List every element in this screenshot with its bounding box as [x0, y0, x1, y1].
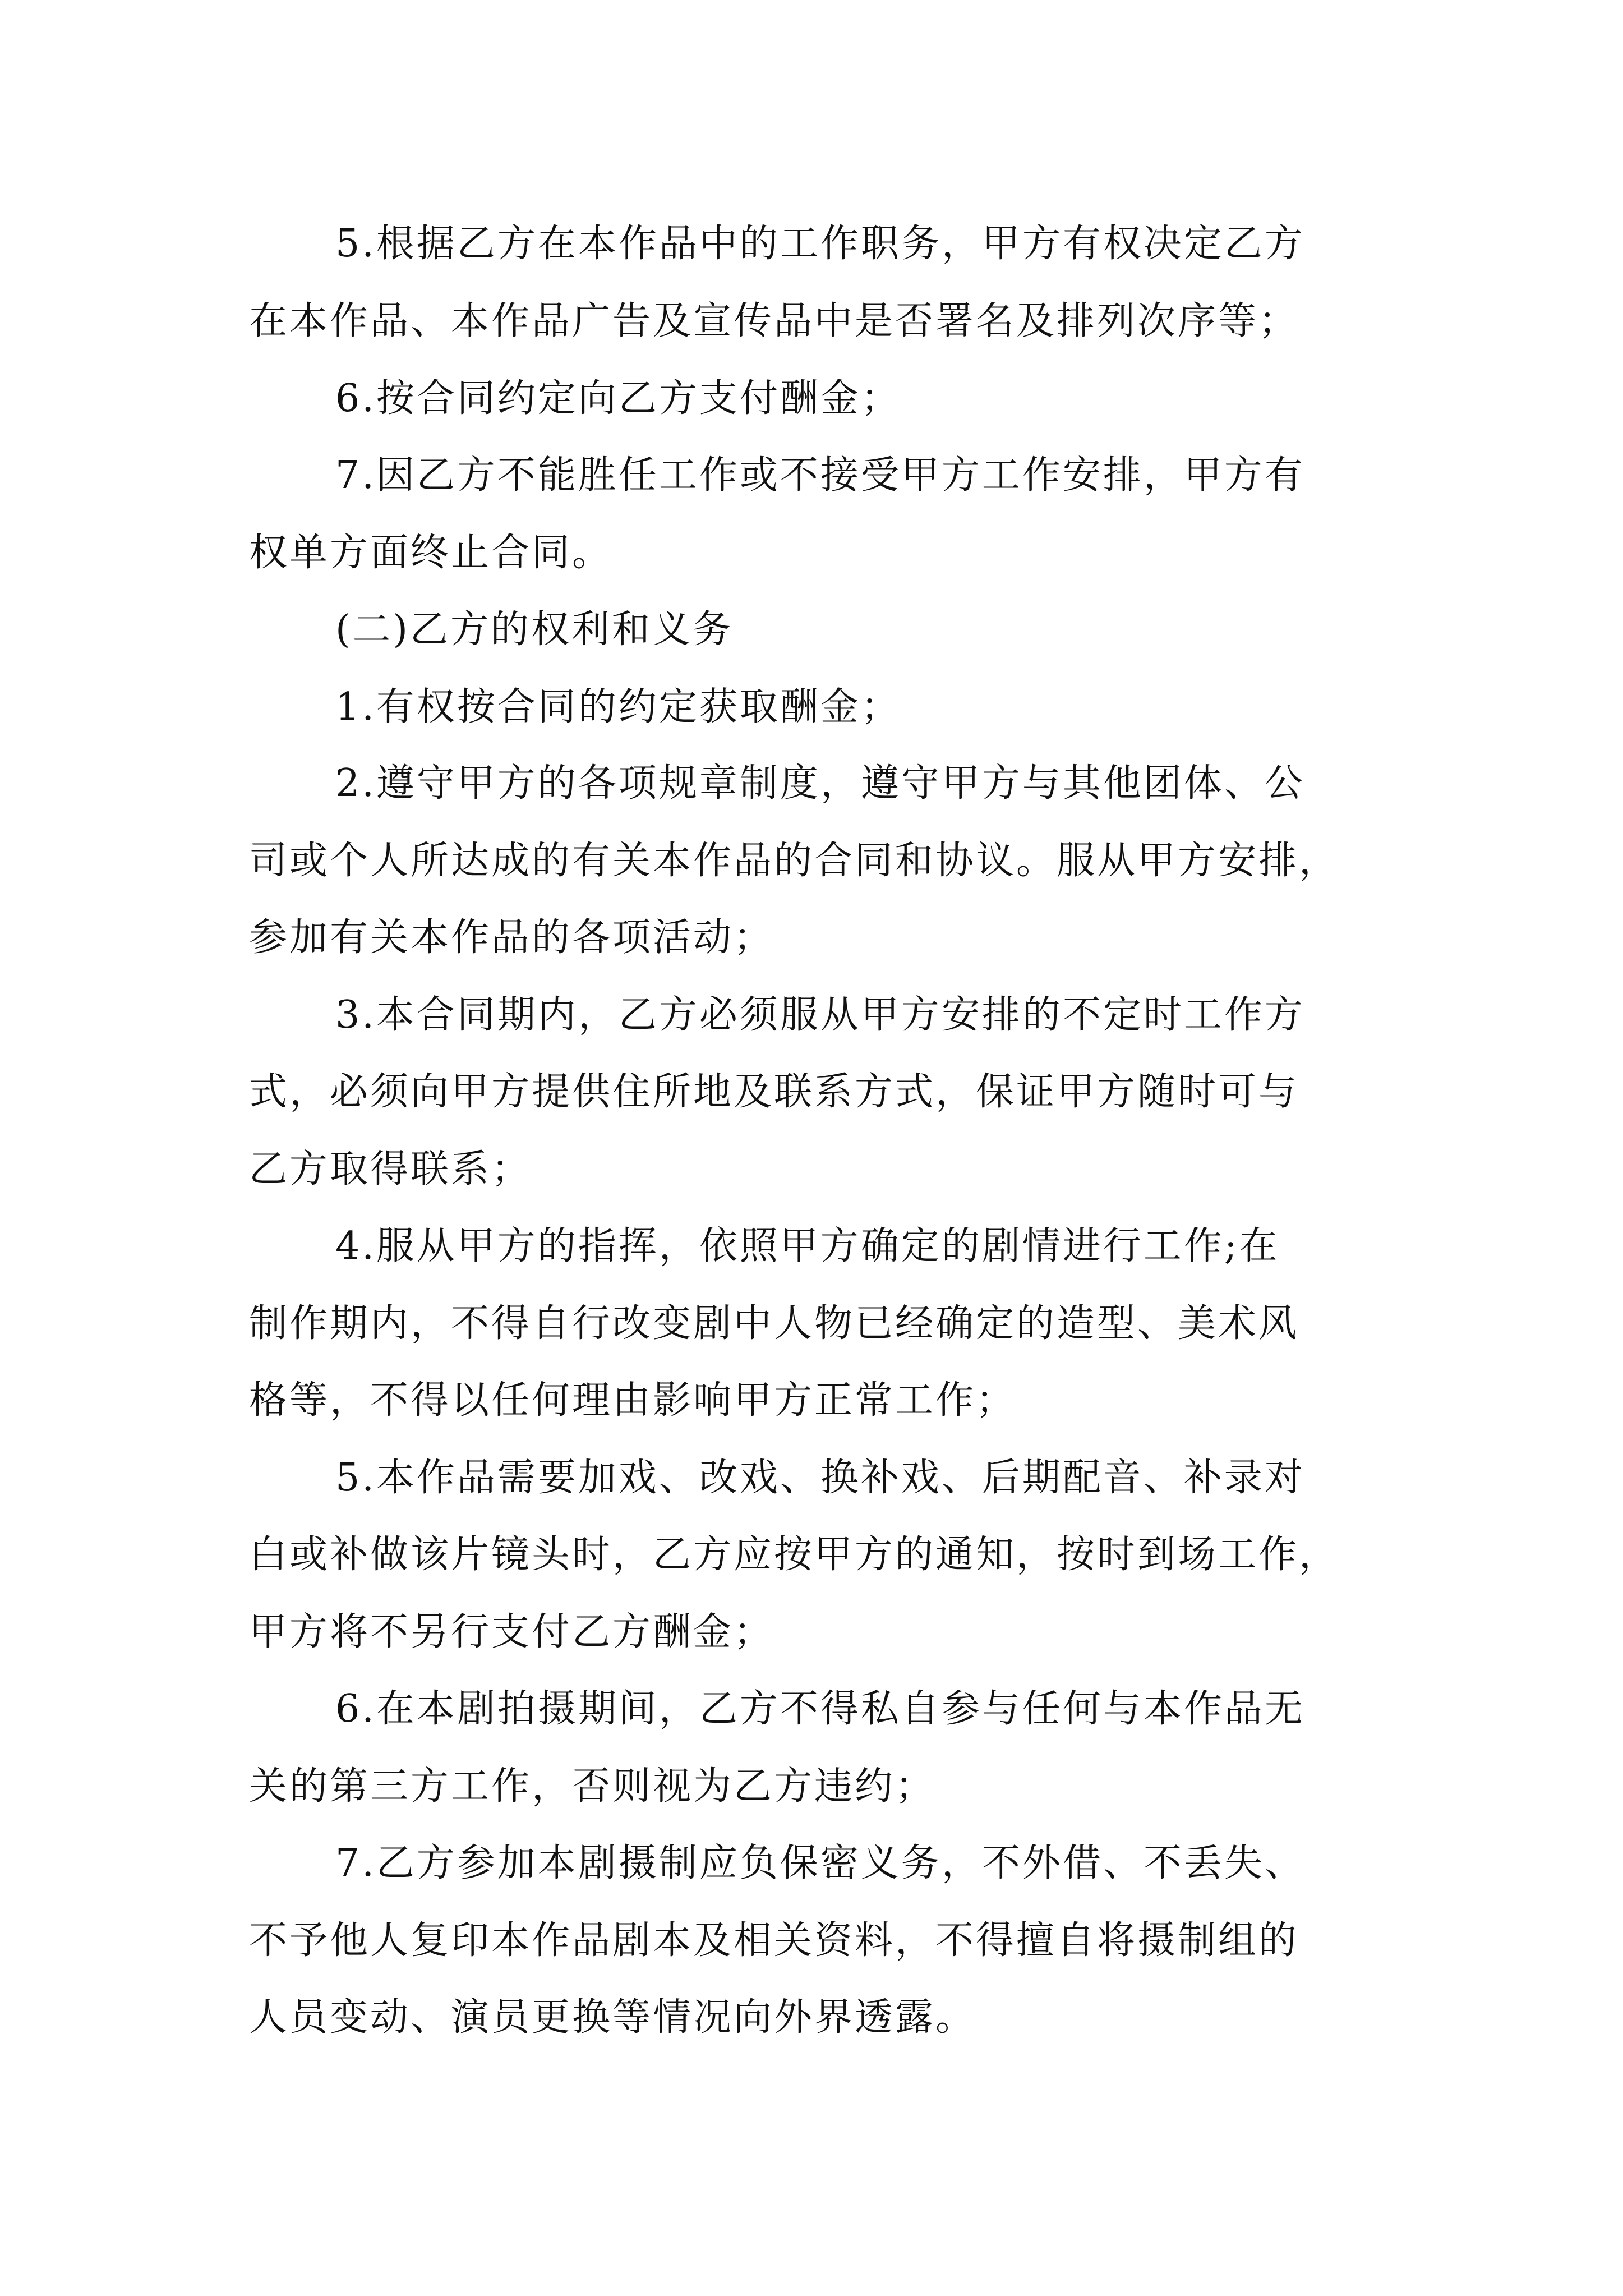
text-line: 权单方面终止合同。 [249, 531, 613, 575]
section-heading: (二)乙方的权利和义务 [335, 608, 734, 652]
text-line: 不予他人复印本作品剧本及相关资料，不得擅自将摄制组的 [249, 1918, 1299, 1963]
text-line: 5.根据乙方在本作品中的工作职务，甲方有权决定乙方 [335, 222, 1305, 266]
text-line: 在本作品、本作品广告及宣传品中是否署名及排列次序等； [249, 299, 1299, 343]
text-line: 司或个人所达成的有关本作品的合同和协议。服从甲方安排， [249, 839, 1340, 883]
text-line: 人员变动、演员更换等情况向外界透露。 [249, 1995, 976, 2040]
text-line: 参加有关本作品的各项活动； [249, 915, 774, 960]
text-line: 1.有权按合同的约定获取酬金； [335, 685, 901, 729]
text-line: 乙方取得联系； [249, 1147, 532, 1191]
text-line: 6.在本剧拍摄期间，乙方不得私自参与任何与本作品无 [335, 1687, 1305, 1731]
text-line: 3.本合同期内，乙方必须服从甲方安排的不定时工作方 [335, 993, 1305, 1037]
text-line: 格等，不得以任何理由影响甲方正常工作； [249, 1378, 1017, 1423]
text-line: 4.服从甲方的指挥，依照甲方确定的剧情进行工作;在 [335, 1224, 1280, 1268]
text-line: 关的第三方工作，否则视为乙方违约； [249, 1764, 936, 1809]
text-line: 式，必须向甲方提供住所地及联系方式，保证甲方随时可与 [249, 1070, 1299, 1114]
text-line: 2.遵守甲方的各项规章制度，遵守甲方与其他团体、公 [335, 761, 1305, 806]
text-line: 7.乙方参加本剧摄制应负保密义务，不外借、不丢失、 [335, 1841, 1305, 1885]
text-line: 制作期内，不得自行改变剧中人物已经确定的造型、美术风 [249, 1301, 1299, 1346]
text-line: 7.因乙方不能胜任工作或不接受甲方工作安排，甲方有 [335, 453, 1305, 498]
text-line: 白或补做该片镜头时，乙方应按甲方的通知，按时到场工作， [249, 1533, 1340, 1577]
text-line: 甲方将不另行支付乙方酬金； [249, 1610, 774, 1654]
text-line: 5.本作品需要加戏、改戏、换补戏、后期配音、补录对 [335, 1456, 1305, 1500]
text-line: 6.按合同约定向乙方支付酬金； [335, 376, 901, 421]
